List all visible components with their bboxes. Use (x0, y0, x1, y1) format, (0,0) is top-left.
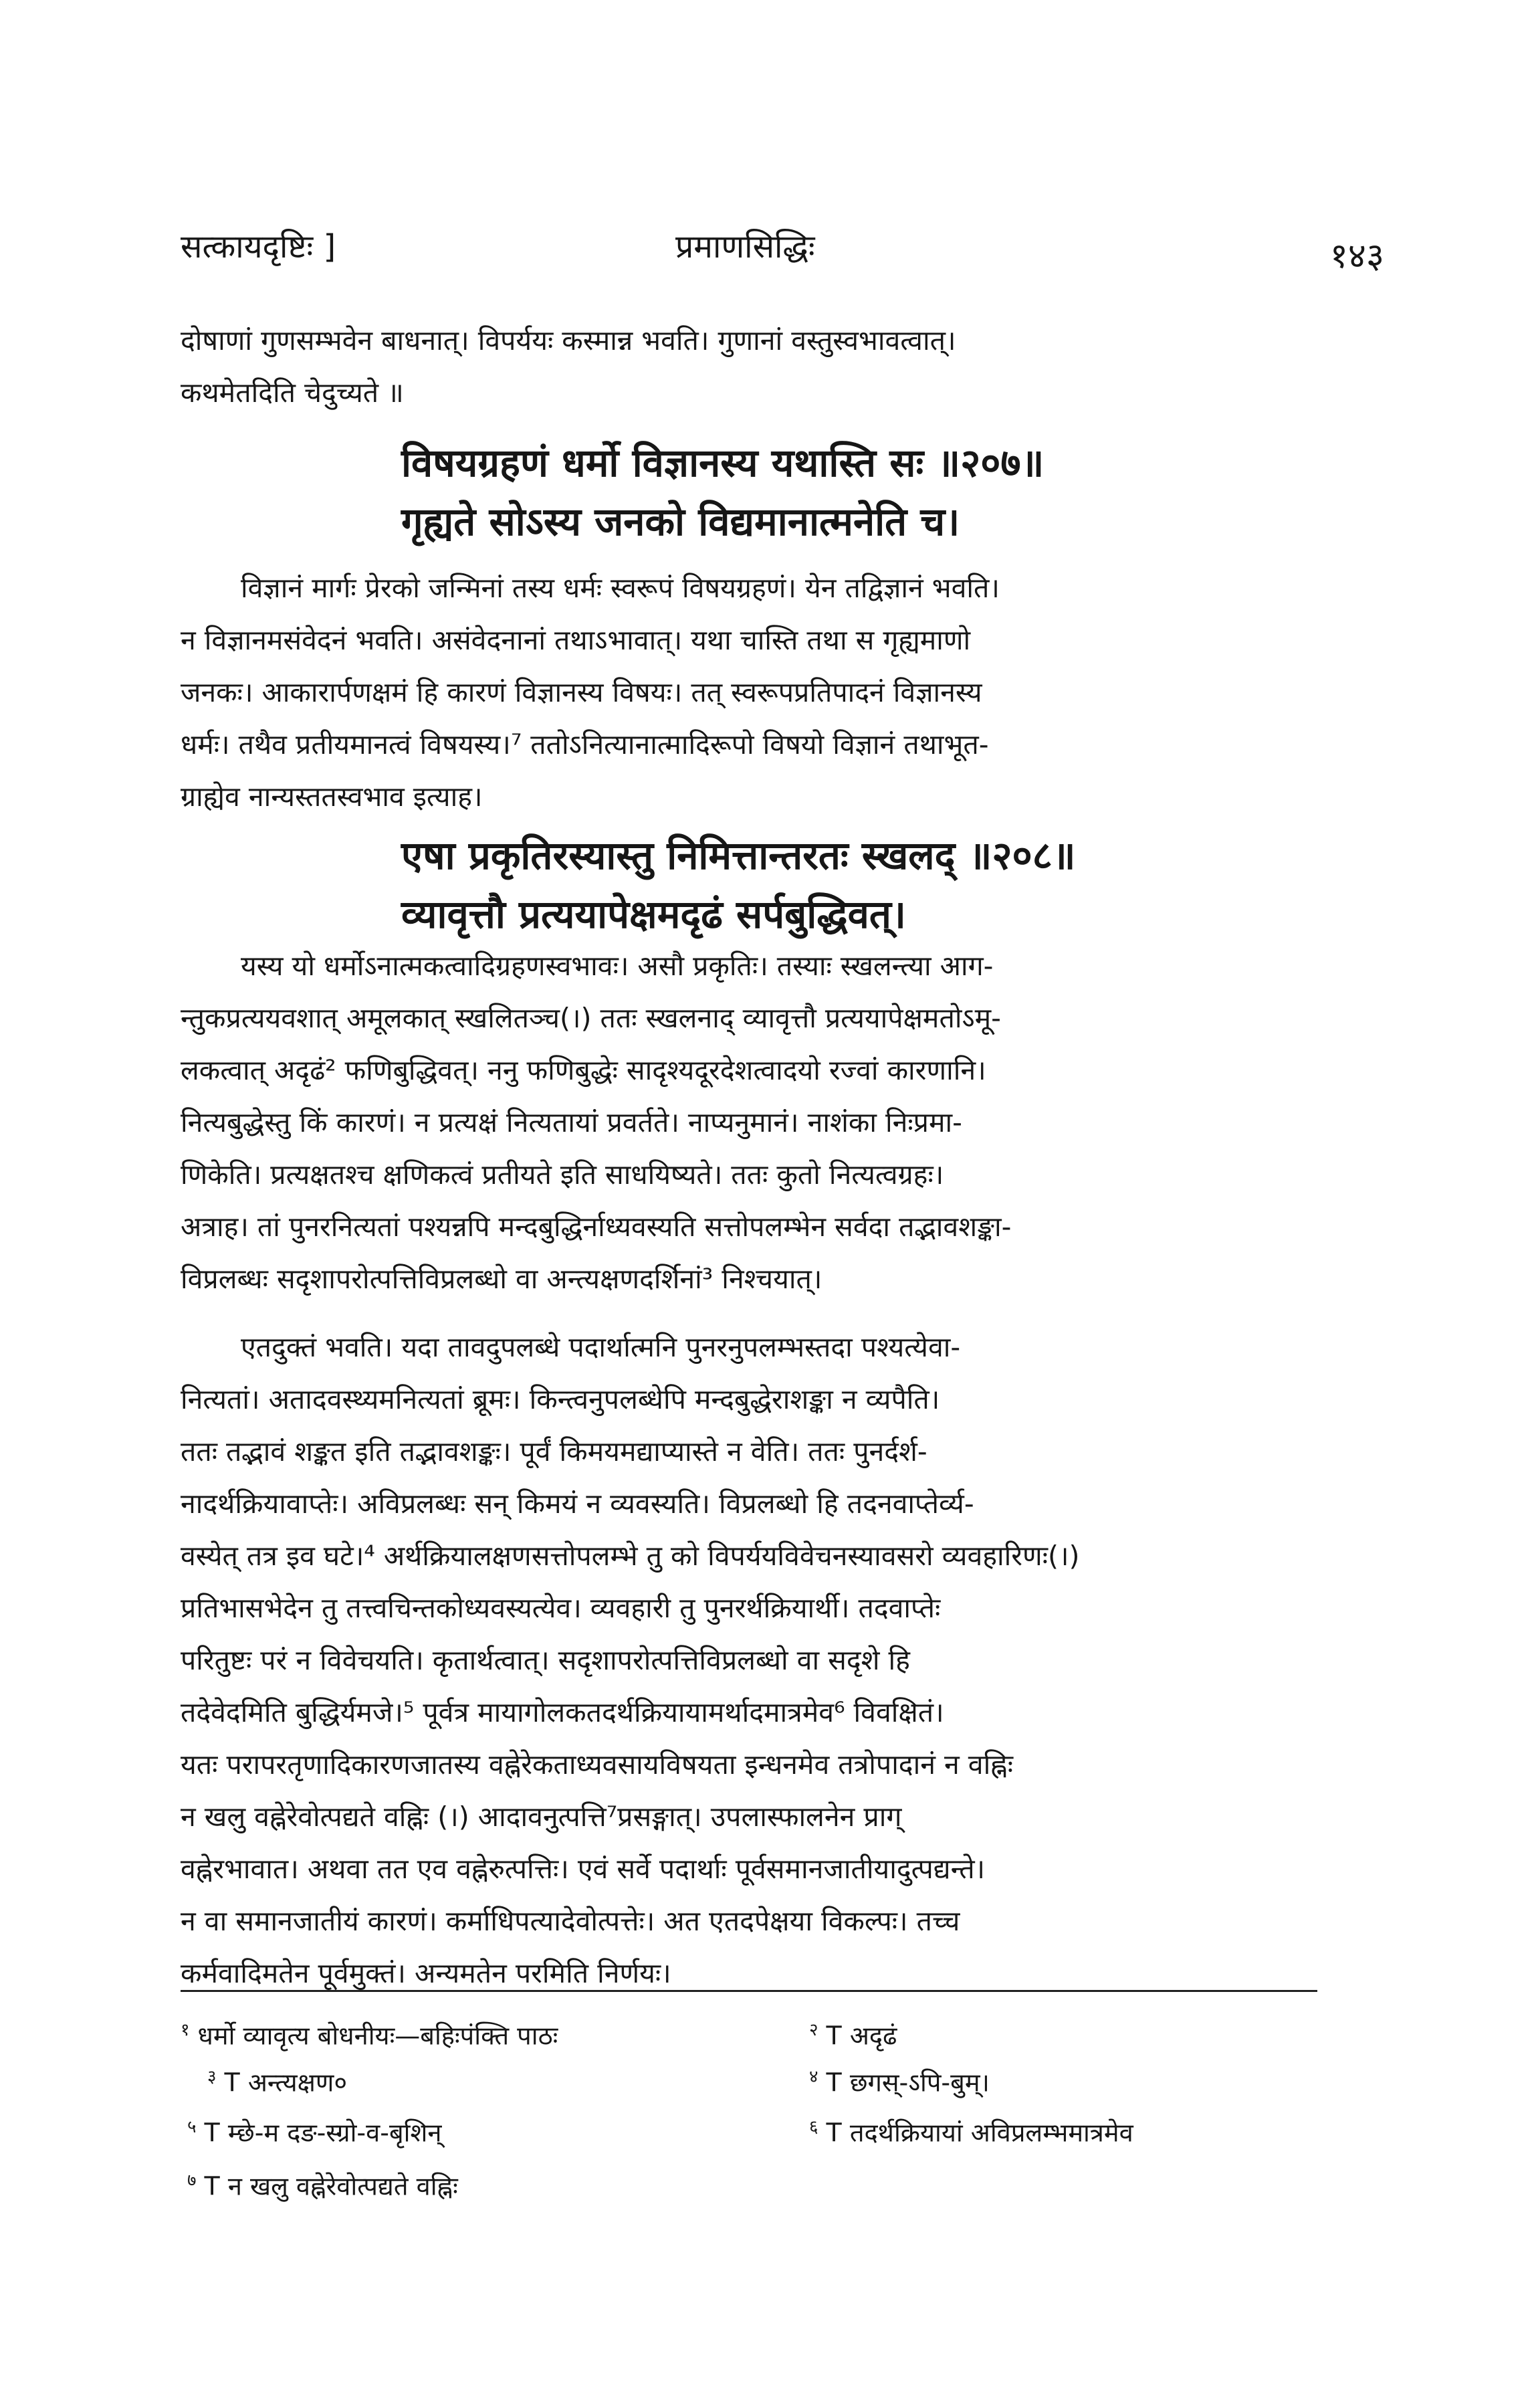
verse-208 (401, 826, 1271, 944)
footnote-number: ३ (207, 2067, 217, 2087)
verse-line: विषयग्रहणं धर्मो विज्ञानस्य यथास्ति सः ॥२०७॥ (401, 440, 1045, 486)
text-line: कथमेतदिति चेदुच्यते ॥ (181, 377, 404, 409)
text-line: दोषाणां गुणसम्भवेन बाधनात्। विपर्ययः कस्मान्न भवति। गुणानां वस्तुस्वभावत्वात्। (181, 324, 956, 357)
text-line: प्रतिभासभेदेन तु तत्त्वचिन्तकोध्यवस्यत्येव। व्यवहारी तु पुनरर्थक्रियार्थी। तदवाप्तेः (181, 1592, 941, 1624)
text-line: यस्य यो धर्मोऽनात्मकत्वादिग्रहणस्वभावः। असौ प्रकृतिः। तस्याः स्खलन्त्या आग- (241, 950, 994, 982)
text-line: न विज्ञानमसंवेदनं भवति। असंवेदनानां तथाऽभावात्। यथा चास्ति तथा स गृह्यमाणो (181, 624, 971, 656)
intro-paragraph (181, 314, 1364, 419)
verse-line: व्यावृत्तौ प्रत्ययापेक्षमदृढं सर्पबुद्धिवत्। (401, 892, 906, 937)
text-line: ग्राह्येव नान्यस्ततस्वभाव इत्याह। (181, 781, 483, 813)
footnote-6 (809, 2107, 1133, 2153)
running-header (181, 224, 1384, 284)
footnote-number: ७ (187, 2171, 197, 2191)
commentary-paragraph-2 (181, 940, 1364, 1305)
footnote-7 (187, 2161, 458, 2207)
text-line: ततः तद्भावं शङ्कत इति तद्भावशङ्कः। पूर्वं किमयमद्याप्यास्ते न वेति। ततः पुनर्दर्श- (181, 1435, 927, 1468)
text-line: नित्यतां। अतादवस्थ्यमनित्यतां ब्रूमः। किन्त्वनुपलब्धेपि मन्दबुद्धेराशङ्का न व्यपैति। (181, 1383, 940, 1415)
text-line: लकत्वात् अदृढं² फणिबुद्धिवत्। ननु फणिबुद्धेः सादृश्यदूरदेशत्वादयो रज्वां कारणानि। (181, 1054, 986, 1086)
text-line: धर्मः। तथैव प्रतीयमानत्वं विषयस्य।⁷ ततोऽनित्यानात्मादिरूपो विषयो विज्ञानं तथाभूत- (181, 728, 989, 761)
text-line: न खलु वह्नेरेवोत्पद्यते वह्निः (।) आदावनुत्पत्ति⁷प्रसङ्गात्। उपलास्फालनेन प्राग् (181, 1801, 902, 1833)
footnote-number: २ (809, 2020, 818, 2040)
footnote-text: T अन्त्यक्षण० (224, 2068, 348, 2098)
text-line: न वा समानजातीयं कारणं। कर्माधिपत्यादेवोत्पत्तेः। अत एतदपेक्षया विकल्पः। तच्च (181, 1905, 960, 1937)
text-line: तदेवेदमिति बुद्धिर्यमजे।⁵ पूर्वत्र मायागोलकतदर्थक्रियायामर्थादमात्रमेव⁶ विवक्षितं। (181, 1696, 944, 1728)
text-line: न्तुकप्रत्ययवशात् अमूलकात् स्खलितञ्च(।) ततः स्खलनाद् व्यावृत्तौ प्रत्ययापेक्षमतोऽमू- (181, 1002, 1001, 1034)
text-line: एतदुक्तं भवति। यदा तावदुपलब्धे पदार्थात्मनि पुनरनुपलम्भस्तदा पश्यत्येवा- (241, 1331, 961, 1363)
text-line: वस्येत् तत्र इव घटे।⁴ अर्थक्रियालक्षणसत्तोपलम्भे तु को विपर्ययविवेचनस्यावसरो व्यवहारिणः(।) (181, 1540, 1080, 1572)
footnote-divider (181, 1990, 1317, 1992)
footnote-text: T तदर्थक्रियायां अविप्रलम्भमात्रमेव (826, 2118, 1133, 2148)
page-number: १४३ (1329, 236, 1384, 276)
footnote-3 (207, 2057, 347, 2103)
footnote-2 (809, 2010, 897, 2056)
text-line: यतः परापरतृणादिकारणजातस्य वह्नेरेकताध्यवसायविषयता इन्धनमेव तत्रोपादानं न वह्निः (181, 1748, 1013, 1781)
text-line: नित्यबुद्धेस्तु किं कारणं। न प्रत्यक्षं नित्यतायां प्रवर्तते। नाप्यनुमानं। नाशंका निःप्रमा- (181, 1106, 962, 1138)
text-line: परितुष्टः परं न विवेचयति। कृतार्थत्वात्। सदृशापरोत्पत्तिविप्रलब्धो वा सदृशे हि (181, 1644, 910, 1676)
header-book-title: प्रमाणसिद्धिः (675, 228, 815, 266)
footnote-text: T म्छे-म दङ-स्ग्रो-व-बृशिन् (204, 2118, 442, 2148)
text-line: विप्रलब्धः सदृशापरोत्पत्तिविप्रलब्धो वा अन्त्यक्षणदर्शिनां³ निश्चयात्। (181, 1263, 822, 1295)
text-line: वह्नेरभावात। अथवा तत एव वह्नेरुत्पत्तिः। एवं सर्वे पदार्थाः पूर्वसमानजातीयादुत्पद्यन्ते। (181, 1853, 986, 1885)
footnote-number: १ (181, 2020, 190, 2040)
footnote-number: ५ (187, 2117, 197, 2137)
commentary-paragraph-1 (181, 562, 1364, 823)
commentary-paragraph-3 (181, 1321, 1364, 1999)
text-line: नादर्थक्रियावाप्तेः। अविप्रलब्धः सन् किमयं न व्यवस्यति। विप्रलब्धो हि तदनवाप्तेर्व्य- (181, 1488, 974, 1520)
text-line: विज्ञानं मार्गः प्रेरको जन्मिनां तस्य धर्मः स्वरूपं विषयग्रहणं। येन तद्विज्ञानं भवति। (241, 572, 1000, 604)
verse-207 (401, 433, 1271, 551)
text-line: अत्राह। तां पुनरनित्यतां पश्यन्नपि मन्दबुद्धिर्नाध्यवस्यति सत्तोपलम्भेन सर्वदा तद्भावशङ्का- (181, 1211, 1012, 1243)
header-section-title: सत्कायदृष्टिः ] (181, 228, 336, 266)
footnote-5 (187, 2107, 441, 2153)
verse-line: गृह्यते सोऽस्य जनको विद्यमानात्मनेति च। (401, 499, 960, 544)
footnote-text: धर्मो व्यावृत्य बोधनीयः—बहिःपंक्ति पाठः (197, 2021, 558, 2051)
footnote-text: T अदृढं (826, 2021, 897, 2051)
footnote-text: T छगस्-ऽपि-बुम्। (826, 2068, 990, 2098)
text-line: जनकः। आकारार्पणक्षमं हि कारणं विज्ञानस्य विषयः। तत् स्वरूपप्रतिपादनं विज्ञानस्य (181, 676, 982, 708)
verse-line: एषा प्रकृतिरस्यास्तु निमित्तान्तरतः स्खलद् ॥२०८॥ (401, 833, 1076, 878)
footnote-1 (181, 2010, 558, 2056)
footnote-4 (809, 2057, 990, 2103)
text-line: कर्मवादिमतेन पूर्वमुक्तं। अन्यमतेन परमिति निर्णयः। (181, 1957, 671, 1989)
footnote-number: ६ (809, 2117, 818, 2137)
text-line: णिकेति। प्रत्यक्षतश्च क्षणिकत्वं प्रतीयते इति साधयिष्यते। ततः कुतो नित्यत्वग्रहः। (181, 1159, 944, 1191)
footnote-text: T न खलु वह्नेरेवोत्पद्यते वह्निः (204, 2171, 458, 2201)
footnote-number: ४ (809, 2067, 818, 2087)
